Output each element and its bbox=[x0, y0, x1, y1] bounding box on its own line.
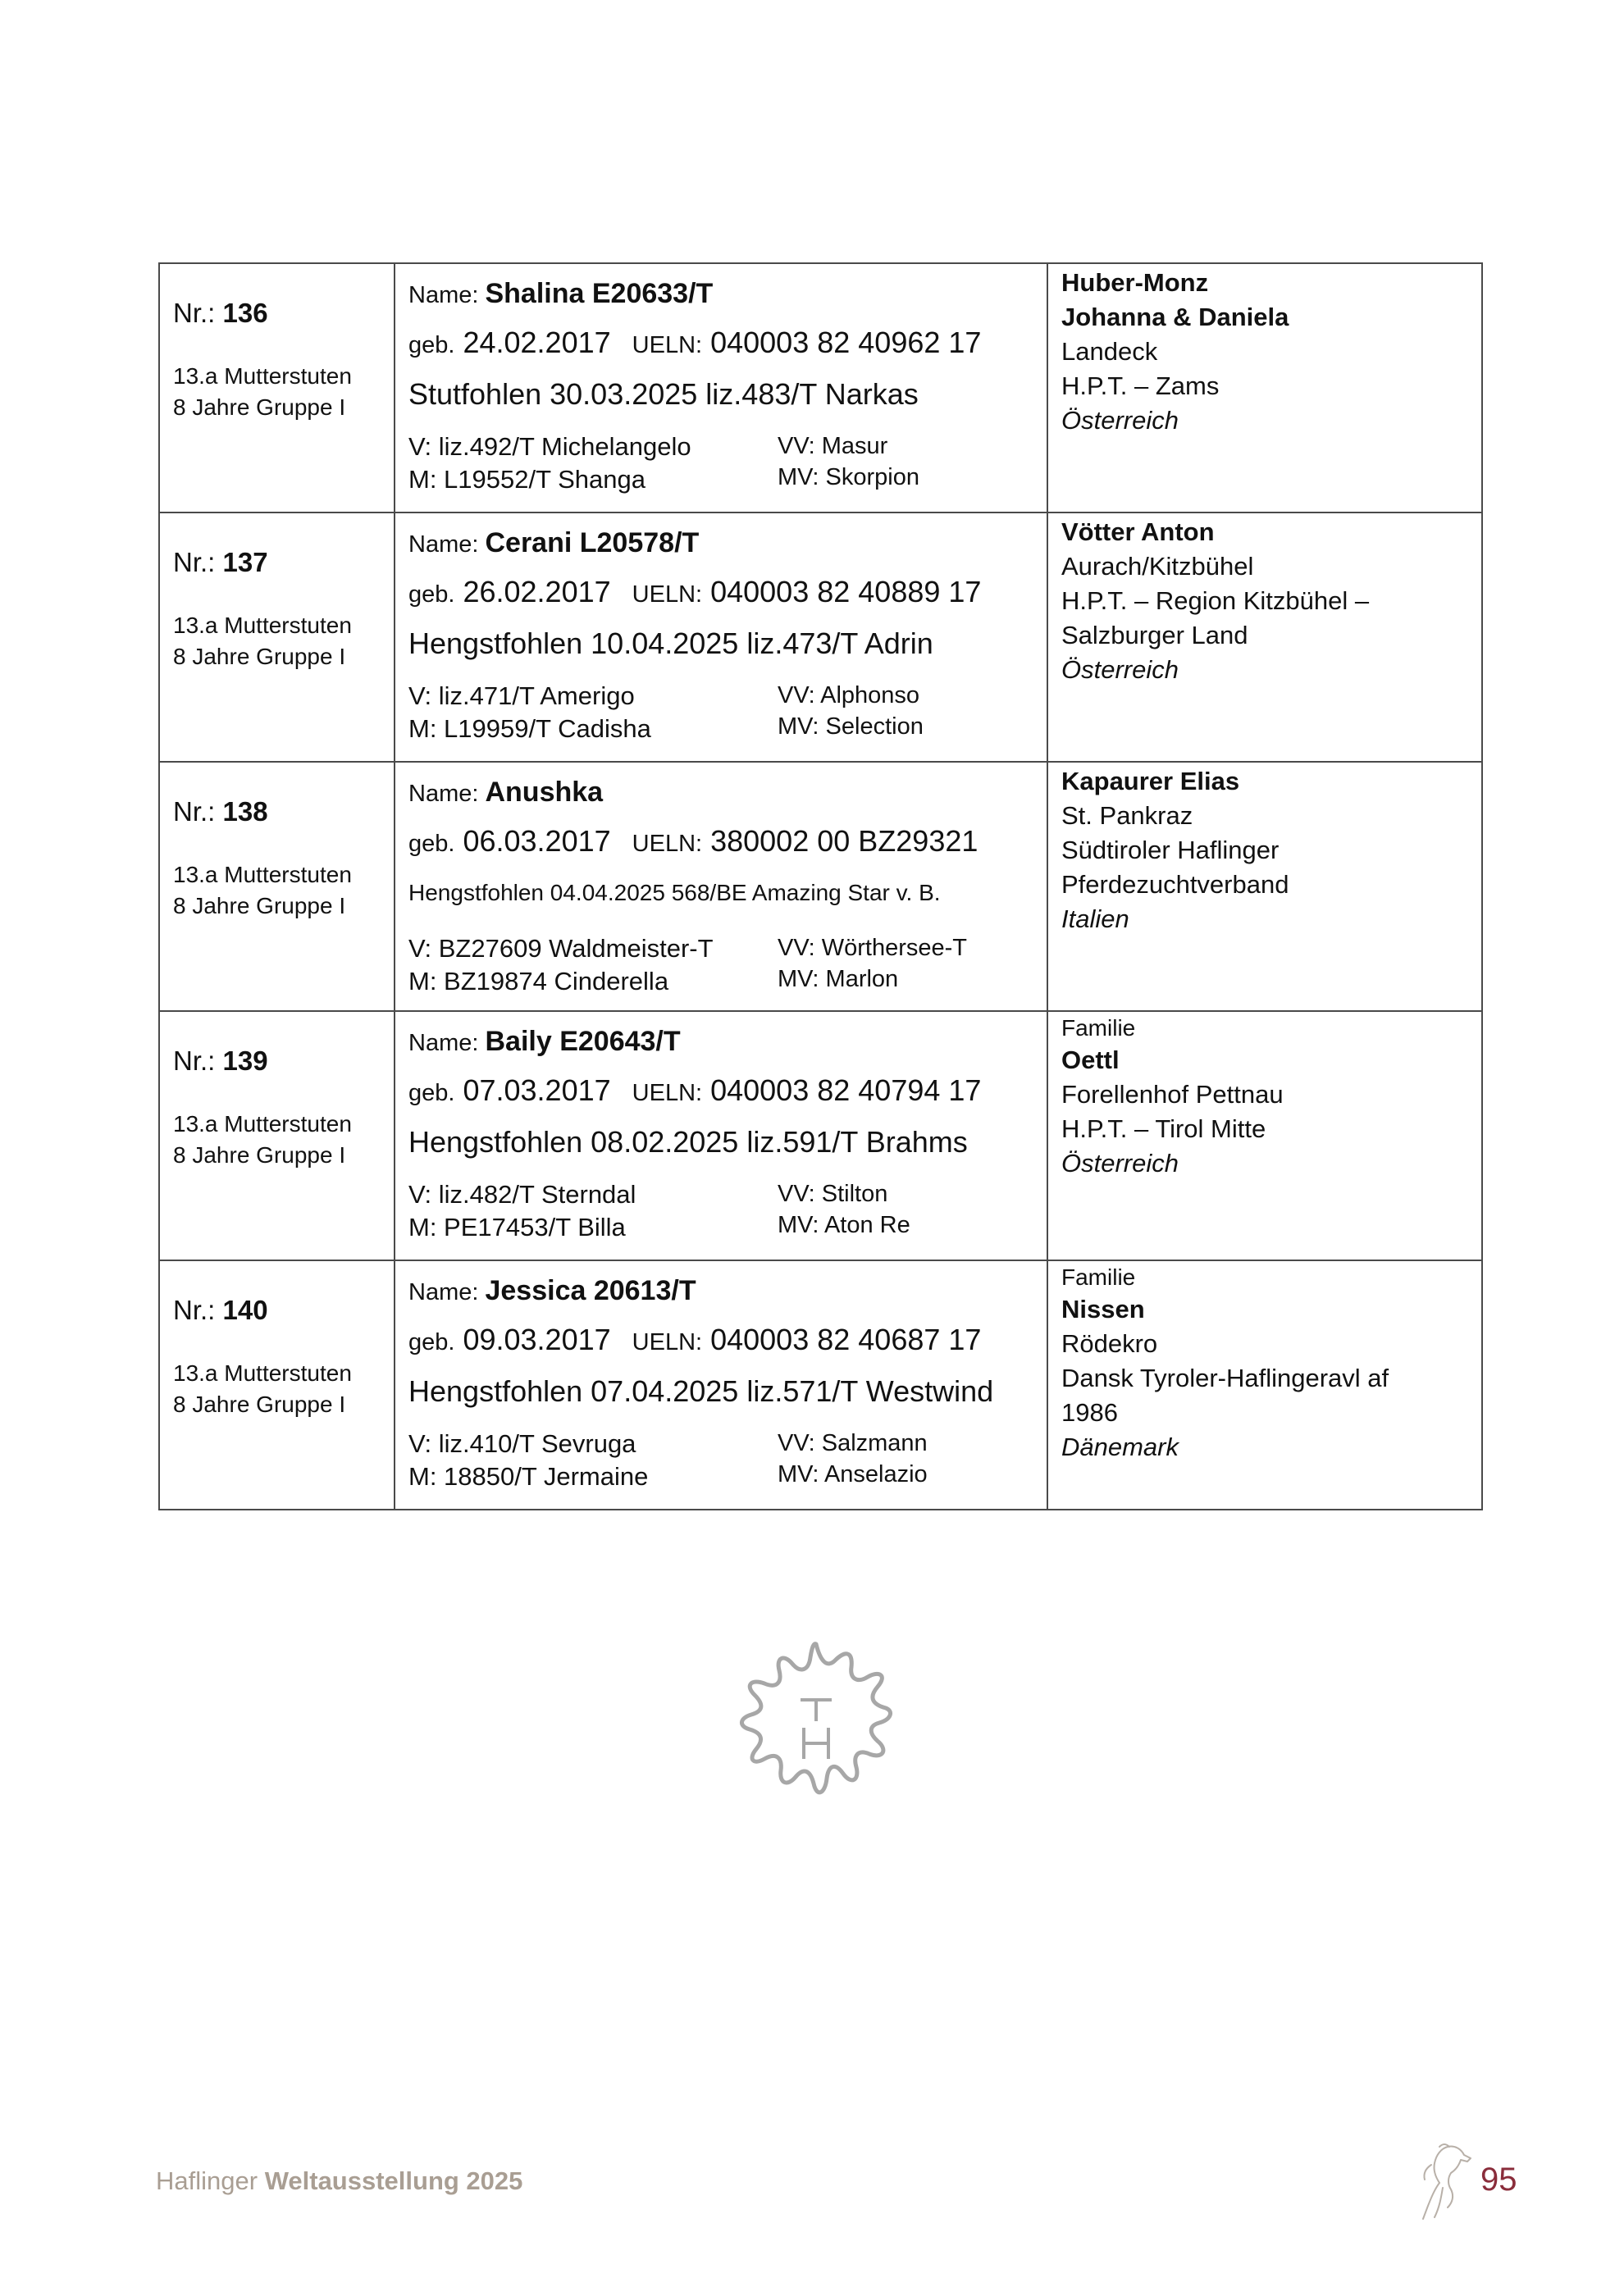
foal-line: Stutfohlen 30.03.2025 liz.483/T Narkas bbox=[408, 377, 919, 411]
footer-brand-light: Haflinger bbox=[156, 2166, 258, 2195]
class-line-1: 13.a Mutterstuten bbox=[173, 862, 352, 887]
entry-number: Nr.: 138 bbox=[173, 796, 268, 827]
dam-sire: MV: Aton Re bbox=[778, 1212, 910, 1238]
owner-place: Forellenhof Pettnau bbox=[1061, 1080, 1284, 1109]
class-line-1: 13.a Mutterstuten bbox=[173, 613, 352, 638]
owner-association: H.P.T. – Tirol Mitte bbox=[1061, 1114, 1266, 1143]
sire-sire: VV: Stilton bbox=[778, 1181, 888, 1207]
birth-date: 07.03.2017 bbox=[463, 1073, 611, 1107]
dam-sire: MV: Anselazio bbox=[778, 1461, 928, 1487]
owner-place: Landeck bbox=[1061, 337, 1158, 366]
dam: M: L19552/T Shanga bbox=[408, 465, 645, 494]
owner-association: H.P.T. – Zams bbox=[1061, 371, 1220, 400]
entry-number-cell bbox=[159, 1260, 395, 1510]
birth-line: geb. 07.03.2017 UELN: 040003 82 40794 17 bbox=[408, 1073, 982, 1107]
entries-table bbox=[158, 262, 1483, 1510]
sire-sire: VV: Wörthersee-T bbox=[778, 935, 967, 961]
owner-name-2: Johanna & Daniela bbox=[1061, 303, 1289, 331]
owner-country: Österreich bbox=[1061, 655, 1179, 684]
horse-name: Jessica 20613/T bbox=[485, 1275, 696, 1306]
entry-number: Nr.: 140 bbox=[173, 1295, 268, 1325]
entry-number-cell bbox=[159, 512, 395, 762]
owner-cell bbox=[1047, 263, 1482, 512]
horse-details-cell bbox=[395, 263, 1047, 512]
owner-cell bbox=[1047, 512, 1482, 762]
sire: V: liz.492/T Michelangelo bbox=[408, 432, 691, 461]
birth-line: geb. 26.02.2017 UELN: 040003 82 40889 17 bbox=[408, 575, 982, 608]
class-line-2: 8 Jahre Gruppe I bbox=[173, 394, 346, 420]
horse-name-line: Name: Anushka bbox=[408, 777, 604, 808]
horse-name: Cerani L20578/T bbox=[485, 527, 700, 558]
sire-sire: VV: Alphonso bbox=[778, 682, 920, 708]
owner-association: Südtiroler Haflinger bbox=[1061, 836, 1280, 864]
owner-name: Oettl bbox=[1061, 1046, 1120, 1074]
entry-number-value: 139 bbox=[222, 1046, 268, 1076]
foal-line: Hengstfohlen 07.04.2025 liz.571/T Westwind bbox=[408, 1374, 994, 1408]
pedigree bbox=[408, 1428, 1047, 1493]
dam-sire: MV: Skorpion bbox=[778, 464, 919, 490]
class-line-2: 8 Jahre Gruppe I bbox=[173, 644, 346, 669]
class-line-1: 13.a Mutterstuten bbox=[173, 363, 352, 389]
footer-brand bbox=[156, 2166, 522, 2196]
entry-number: Nr.: 137 bbox=[173, 547, 268, 577]
horse-details-cell bbox=[395, 1011, 1047, 1260]
sire: V: liz.410/T Sevruga bbox=[408, 1429, 636, 1458]
birth-line: geb. 06.03.2017 UELN: 380002 00 BZ29321 bbox=[408, 824, 979, 858]
entry-number-value: 137 bbox=[222, 547, 268, 577]
horse-icon bbox=[1407, 2140, 1476, 2222]
dam: M: L19959/T Cadisha bbox=[408, 714, 651, 743]
dam-sire: MV: Selection bbox=[778, 713, 924, 740]
entry-number: Nr.: 136 bbox=[173, 298, 268, 328]
foal-line: Hengstfohlen 10.04.2025 liz.473/T Adrin bbox=[408, 626, 933, 660]
dam-sire: MV: Marlon bbox=[778, 966, 899, 992]
ueln-value: 040003 82 40889 17 bbox=[710, 575, 982, 608]
owner-place: Aurach/Kitzbühel bbox=[1061, 552, 1254, 581]
owner-prefix: Familie bbox=[1061, 1015, 1136, 1041]
haflinger-logo-icon bbox=[738, 1636, 894, 1808]
footer-brand-bold: Weltausstellung 2025 bbox=[264, 2166, 523, 2195]
dam: M: BZ19874 Cinderella bbox=[408, 967, 669, 995]
page-number: 95 bbox=[1480, 2162, 1517, 2198]
owner-association-2: 1986 bbox=[1061, 1398, 1118, 1427]
birth-date: 24.02.2017 bbox=[463, 326, 611, 359]
birth-date: 09.03.2017 bbox=[463, 1323, 611, 1356]
owner-name: Huber-Monz bbox=[1061, 268, 1209, 297]
sire-sire: VV: Salzmann bbox=[778, 1430, 928, 1456]
ueln-value: 040003 82 40687 17 bbox=[710, 1323, 982, 1356]
birth-date: 26.02.2017 bbox=[463, 575, 611, 608]
horse-details-cell bbox=[395, 1260, 1047, 1510]
dam: M: 18850/T Jermaine bbox=[408, 1462, 649, 1491]
pedigree bbox=[408, 430, 1047, 496]
pedigree bbox=[408, 680, 1047, 745]
horse-name: Shalina E20633/T bbox=[485, 278, 714, 309]
owner-cell bbox=[1047, 762, 1482, 1011]
horse-name-line: Name: Cerani L20578/T bbox=[408, 527, 700, 558]
ueln-value: 040003 82 40962 17 bbox=[710, 326, 982, 359]
owner-country: Österreich bbox=[1061, 406, 1179, 435]
birth-line: geb. 09.03.2017 UELN: 040003 82 40687 17 bbox=[408, 1323, 982, 1356]
entry-row bbox=[159, 263, 1482, 512]
horse-name-line: Name: Jessica 20613/T bbox=[408, 1275, 696, 1306]
horse-details-cell bbox=[395, 512, 1047, 762]
class-line-2: 8 Jahre Gruppe I bbox=[173, 893, 346, 918]
entry-number-value: 138 bbox=[222, 796, 268, 827]
horse-name-line: Name: Baily E20643/T bbox=[408, 1026, 681, 1057]
foal-line: Hengstfohlen 08.02.2025 liz.591/T Brahms bbox=[408, 1125, 968, 1159]
entry-number: Nr.: 139 bbox=[173, 1046, 268, 1076]
owner-prefix: Familie bbox=[1061, 1264, 1136, 1290]
entry-row bbox=[159, 1011, 1482, 1260]
entry-number-cell bbox=[159, 762, 395, 1011]
sire-sire: VV: Masur bbox=[778, 433, 888, 459]
entry-number-cell bbox=[159, 1011, 395, 1260]
owner-place: St. Pankraz bbox=[1061, 801, 1193, 830]
sire: V: liz.471/T Amerigo bbox=[408, 681, 635, 710]
birth-date: 06.03.2017 bbox=[463, 824, 611, 858]
owner-name: Vötter Anton bbox=[1061, 517, 1215, 546]
entry-row bbox=[159, 512, 1482, 762]
horse-details-cell bbox=[395, 762, 1047, 1011]
ueln-value: 040003 82 40794 17 bbox=[710, 1073, 982, 1107]
entry-number-value: 136 bbox=[222, 298, 268, 328]
sire: V: liz.482/T Sterndal bbox=[408, 1180, 636, 1209]
birth-line: geb. 24.02.2017 UELN: 040003 82 40962 17 bbox=[408, 326, 982, 359]
class-line-2: 8 Jahre Gruppe I bbox=[173, 1142, 346, 1168]
horse-name: Baily E20643/T bbox=[485, 1026, 681, 1057]
owner-name: Nissen bbox=[1061, 1295, 1145, 1323]
pedigree bbox=[408, 1178, 1047, 1244]
owner-cell bbox=[1047, 1011, 1482, 1260]
class-line-1: 13.a Mutterstuten bbox=[173, 1111, 352, 1137]
owner-association-2: Salzburger Land bbox=[1061, 621, 1248, 649]
owner-country: Dänemark bbox=[1061, 1433, 1179, 1461]
pedigree bbox=[408, 932, 1047, 998]
owner-association-2: Pferdezuchtverband bbox=[1061, 870, 1289, 899]
ueln-value: 380002 00 BZ29321 bbox=[710, 824, 979, 858]
entry-number-cell bbox=[159, 263, 395, 512]
owner-cell bbox=[1047, 1260, 1482, 1510]
horse-name-line: Name: Shalina E20633/T bbox=[408, 278, 714, 309]
owner-association: H.P.T. – Region Kitzbühel – bbox=[1061, 586, 1370, 615]
dam: M: PE17453/T Billa bbox=[408, 1213, 626, 1241]
sire: V: BZ27609 Waldmeister-T bbox=[408, 934, 714, 963]
horse-name: Anushka bbox=[485, 777, 604, 808]
owner-place: Rödekro bbox=[1061, 1329, 1158, 1358]
entry-row bbox=[159, 1260, 1482, 1510]
class-line-1: 13.a Mutterstuten bbox=[173, 1360, 352, 1386]
owner-country: Österreich bbox=[1061, 1149, 1179, 1178]
owner-country: Italien bbox=[1061, 904, 1129, 933]
entry-number-value: 140 bbox=[222, 1295, 268, 1325]
foal-line: Hengstfohlen 04.04.2025 568/BE Amazing Star v. B. bbox=[408, 880, 941, 905]
owner-name: Kapaurer Elias bbox=[1061, 767, 1240, 795]
entry-row bbox=[159, 762, 1482, 1011]
class-line-2: 8 Jahre Gruppe I bbox=[173, 1392, 346, 1417]
owner-association: Dansk Tyroler-Haflingeravl af bbox=[1061, 1364, 1389, 1392]
